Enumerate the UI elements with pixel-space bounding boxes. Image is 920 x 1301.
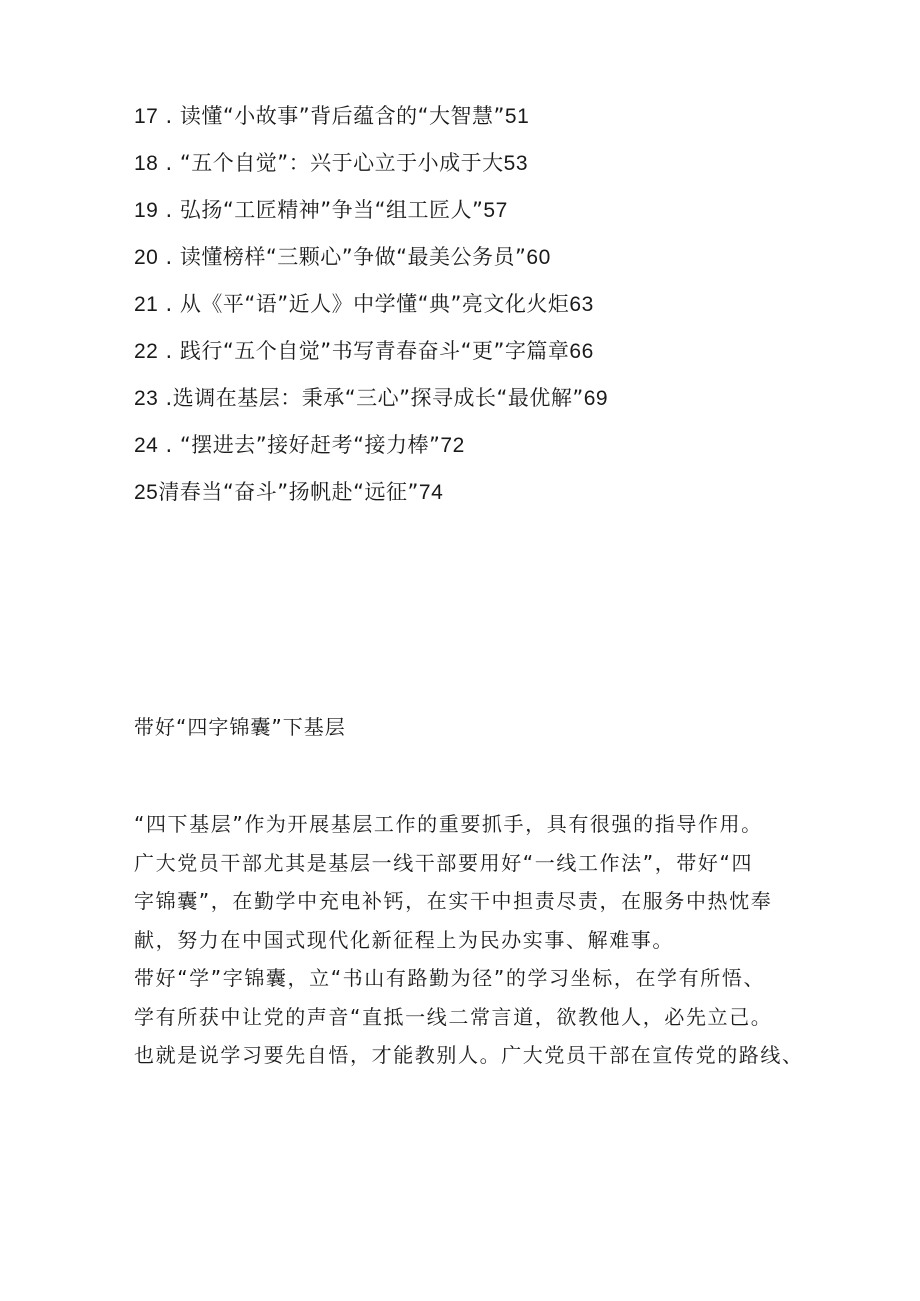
toc-entry-number: 20 xyxy=(134,246,159,269)
toc-entry-number: 18 xyxy=(134,152,159,175)
toc-entry-page: 69 xyxy=(583,387,609,410)
paragraph-line: “四下基层”作为开展基层工作的重要抓手，具有很强的指导作用。 xyxy=(134,812,763,836)
toc-entry xyxy=(134,146,608,193)
paragraph-line: 字锦囊”，在勤学中充电补钙，在实干中担责尽责，在服务中热忱奉 xyxy=(134,889,773,913)
paragraph-line: 献，努力在中国式现代化新征程上为民办实事、解难事。 xyxy=(134,927,674,952)
paragraph-line: 广大党员干部尤其是基层一线干部要用好“一线工作法”，带好“四 xyxy=(134,850,754,875)
toc-entry-page: 57 xyxy=(483,199,508,222)
paragraph-line: 也就是说学习要先自悟，才能教别人。广大党员干部在宣传党的路线、 xyxy=(134,1043,804,1067)
toc-entry-page: 60 xyxy=(526,246,551,269)
article-body xyxy=(134,805,804,1075)
toc-entry-page: 51 xyxy=(504,105,530,128)
toc-entry-number: 19 xyxy=(134,199,159,222)
body-paragraph xyxy=(134,805,794,959)
toc-entry-title: . 从《平“语”近人》中学懂“典”亮文化火炬 xyxy=(158,292,570,316)
paragraph-line: 学有所获中让党的声音“直抵一线二常言道，欲教他人，必先立己。 xyxy=(134,1004,773,1029)
toc-entry xyxy=(134,475,608,522)
toc-entry-title: . 读懂榜样“三颗心”争做“最美公务员” xyxy=(158,245,527,269)
toc-entry-title: . “五个自觉”：兴于心立于小成于大 xyxy=(158,151,504,175)
toc-entry-title: . 弘扬“工匠精神”争当“组工匠人” xyxy=(158,198,484,222)
toc-entry xyxy=(134,334,608,381)
toc-entry-number: 23 xyxy=(134,387,159,410)
toc-entry-number: 25 xyxy=(134,481,159,504)
toc-entry-number: 21 xyxy=(134,293,159,316)
toc-entry-page: 72 xyxy=(440,434,465,457)
toc-entry xyxy=(134,381,608,428)
body-paragraph xyxy=(134,959,804,1075)
paragraph-line: 带好“学”字锦囊，立“书山有路勤为径”的学习坐标，在学有所悟、 xyxy=(134,966,766,990)
toc-entry-page: 66 xyxy=(569,340,594,363)
toc-entry-number: 17 xyxy=(134,105,159,128)
table-of-contents xyxy=(134,99,608,522)
toc-entry-page: 53 xyxy=(503,152,529,175)
toc-entry xyxy=(134,240,608,287)
toc-entry-title: . 践行“五个自觉”书写青春奋斗“更”字篇章 xyxy=(158,339,570,363)
toc-entry xyxy=(134,99,608,146)
toc-entry-page: 63 xyxy=(569,293,594,316)
toc-entry-number: 22 xyxy=(134,340,159,363)
toc-entry xyxy=(134,193,608,240)
toc-entry xyxy=(134,428,608,475)
toc-entry xyxy=(134,287,608,334)
article-title: 带好“四字锦囊”下基层 xyxy=(134,715,346,739)
toc-entry-title: 清春当“奋斗”扬帆赴“远征” xyxy=(158,480,419,504)
toc-entry-title: . “摆进去”接好赶考“接力棒” xyxy=(158,433,441,457)
toc-entry-title: .选调在基层：秉承“三心”探寻成长“最优解” xyxy=(158,386,584,410)
toc-entry-number: 24 xyxy=(134,434,159,457)
toc-entry-page: 74 xyxy=(418,481,444,504)
toc-entry-title: . 读懂“小故事”背后蕴含的“大智慧” xyxy=(158,104,505,128)
